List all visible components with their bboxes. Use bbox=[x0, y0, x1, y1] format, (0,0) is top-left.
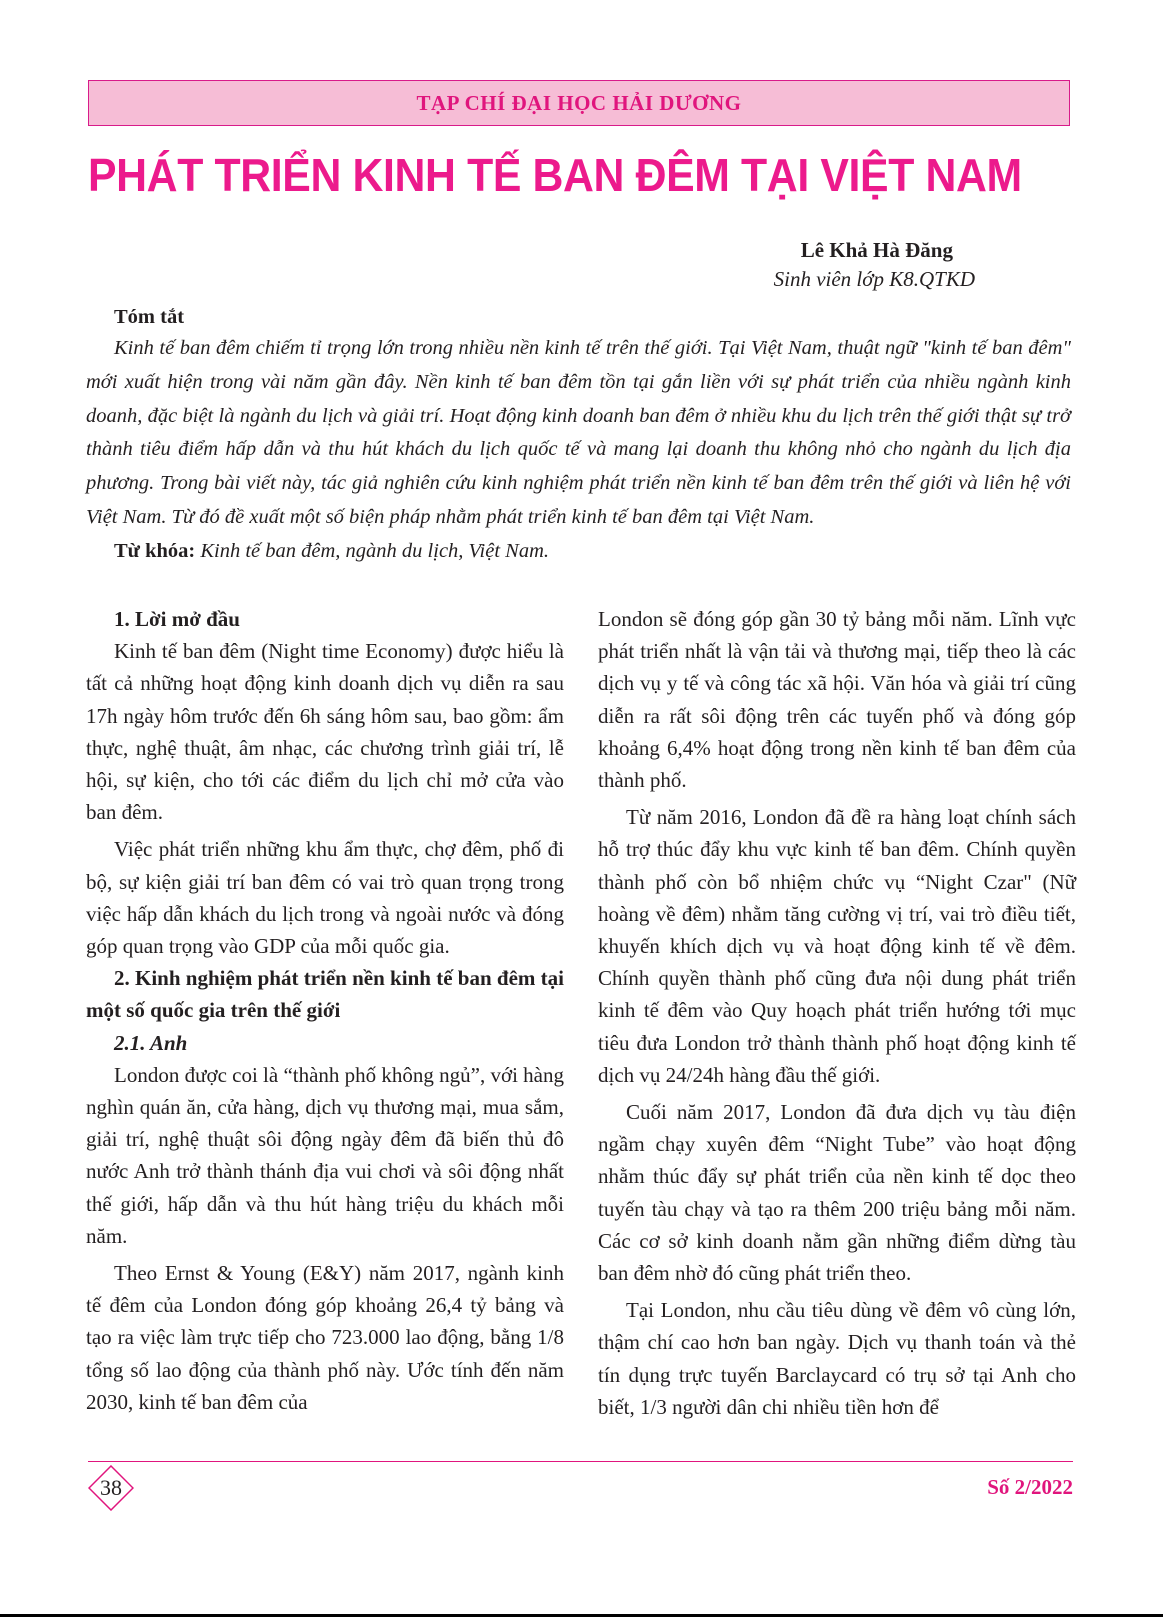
abstract-heading: Tóm tắt bbox=[114, 306, 185, 328]
page-number: 38 bbox=[100, 1475, 122, 1500]
issue-number: Số 2/2022 bbox=[987, 1475, 1073, 1499]
section-heading-experience: 2. Kinh nghiệm phát triển nền kinh tế ban đêm tại một số quốc gia trên thế giới bbox=[86, 966, 564, 1023]
paragraph: Việc phát triển những khu ẩm thực, chợ đêm, phố đi bộ, sự kiện giải trí ban đêm có vai trò quan trọng trong việc hấp dẫn khách du lịch trong và ngoài nước và đóng góp quan trọng vào GDP của mỗi quốc gia. bbox=[86, 837, 564, 959]
author-name: Lê Khả Hà Đăng bbox=[800, 238, 953, 262]
abstract-section bbox=[86, 302, 1071, 567]
section-heading-intro: 1. Lời mở đầu bbox=[114, 607, 240, 631]
paragraph: Theo Ernst & Young (E&Y) năm 2017, ngành kinh tế đêm của London đóng góp khoảng 26,4 tỷ bảng và tạo ra việc làm trực tiếp cho 723.000 lao động, bằng 1/8 tổng số lao động của thành phố này. Ước tính đến năm 2030, kinh tế ban đêm của bbox=[86, 1261, 564, 1414]
paragraph: Cuối năm 2017, London đã đưa dịch vụ tàu điện ngầm chạy xuyên đêm “Night Tube” vào hoạt động nhằm thúc đẩy sự phát triển của nền kinh tế dọc theo tuyến tàu chạy và tạo ra thêm 200 triệu bảng mỗi năm. Các cơ sở kinh doanh nằm gần những điểm dừng tàu ban đêm nhờ đó cũng phát triển theo. bbox=[598, 1100, 1076, 1286]
paragraph: London được coi là “thành phố không ngủ”, với hàng nghìn quán ăn, cửa hàng, dịch vụ thương mại, mua sắm, giải trí, nghệ thuật sôi động ngày đêm đã biến thủ đô nước Anh trở thành thánh địa vui chơi và sôi động nhất thế giới, hấp dẫn và thu hút hàng triệu du khách mỗi năm. bbox=[86, 1062, 565, 1248]
footer-rule bbox=[88, 1461, 1073, 1462]
paragraph: London sẽ đóng góp gần 30 tỷ bảng mỗi năm. Lĩnh vực phát triển nhất là vận tải và thương mại, tiếp theo là các dịch vụ y tế và công tác xã hội. Văn hóa và giải trí cũng diễn ra rất sôi động trên các tuyến phố và đóng góp khoảng 6,4% hoạt động trong nền kinh tế ban đêm của thành phố. bbox=[598, 607, 1076, 793]
journal-name: TẠP CHÍ ĐẠI HỌC HẢI DƯƠNG bbox=[416, 90, 742, 115]
subsection-heading-uk: 2.1. Anh bbox=[114, 1030, 188, 1055]
author-affiliation: Sinh viên lớp K8.QTKD bbox=[773, 267, 975, 291]
abstract-text: Kinh tế ban đêm chiếm tỉ trọng lớn trong nhiều nền kinh tế trên thế giới. Tại Việt Nam, thuật ngữ "kinh tế ban đêm" mới xuất hiện trong vài năm gần đây. Nền kinh tế ban đêm tồn tại gắn liền với sự phát triển của nhiều ngành kinh doanh, đặc biệt là ngành du lịch và giải trí. Hoạt động kinh doanh ban đêm ở nhiều khu du lịch trên thế giới thật sự trở thành tiêu điểm hấp dẫn và thu hút khách du lịch quốc tế và mang lại doanh thu không nhỏ cho ngành du lịch địa phương. Trong bài viết này, tác giả nghiên cứu kinh nghiệm phát triển nền kinh tế ban đêm trên thế giới và liên hệ với Việt Nam. Từ đó đề xuất một số biện pháp nhằm phát triển kinh tế ban đêm tại Việt Nam. bbox=[86, 337, 1071, 528]
paragraph: Từ năm 2016, London đã đề ra hàng loạt chính sách hỗ trợ thúc đẩy khu vực kinh tế ban đêm. Chính quyền thành phố còn bổ nhiệm chức vụ “Night Czar" (Nữ hoàng về đêm) nhằm tăng cường vị trí, vai trò điều tiết, khuyến khích dịch vụ và hoạt động kinh tế về đêm. Chính quyền thành phố cũng đưa nội dung phát triển kinh tế đêm vào Quy hoạch phát triển hướng tới mục tiêu đưa London trở thành thành phố hoạt động kinh tế dịch vụ 24/24h hàng đầu thế giới. bbox=[598, 805, 1076, 1087]
author-block bbox=[773, 237, 975, 295]
paragraph: Tại London, nhu cầu tiêu dùng về đêm vô cùng lớn, thậm chí cao hơn ban ngày. Dịch vụ thanh toán và thẻ tín dụng trực tuyến Barclaycard có trụ sở tại Anh cho biết, 1/3 người dân chi nhiều tiền hơn để bbox=[598, 1298, 1076, 1419]
right-column bbox=[598, 603, 1076, 1423]
article-title: PHÁT TRIỂN KINH TẾ BAN ĐÊM TẠI VIỆT NAM bbox=[88, 149, 1022, 201]
left-column bbox=[86, 603, 564, 1418]
paragraph: Kinh tế ban đêm (Night time Economy) được hiểu là tất cả những hoạt động kinh doanh dịch vụ diễn ra sau 17h ngày hôm trước đến 6h sáng hôm sau, bao gồm: ẩm thực, nghệ thuật, âm nhạc, các chương trình giải trí, lễ hội, sự kiện, cho tới các điểm du lịch chỉ mở cửa vào ban đêm. bbox=[86, 639, 564, 825]
keywords-text: Kinh tế ban đêm, ngành du lịch, Việt Nam. bbox=[195, 539, 550, 562]
journal-header-bar bbox=[88, 80, 1070, 126]
keywords-label: Từ khóa: bbox=[114, 539, 196, 562]
keywords-line bbox=[114, 535, 1071, 567]
